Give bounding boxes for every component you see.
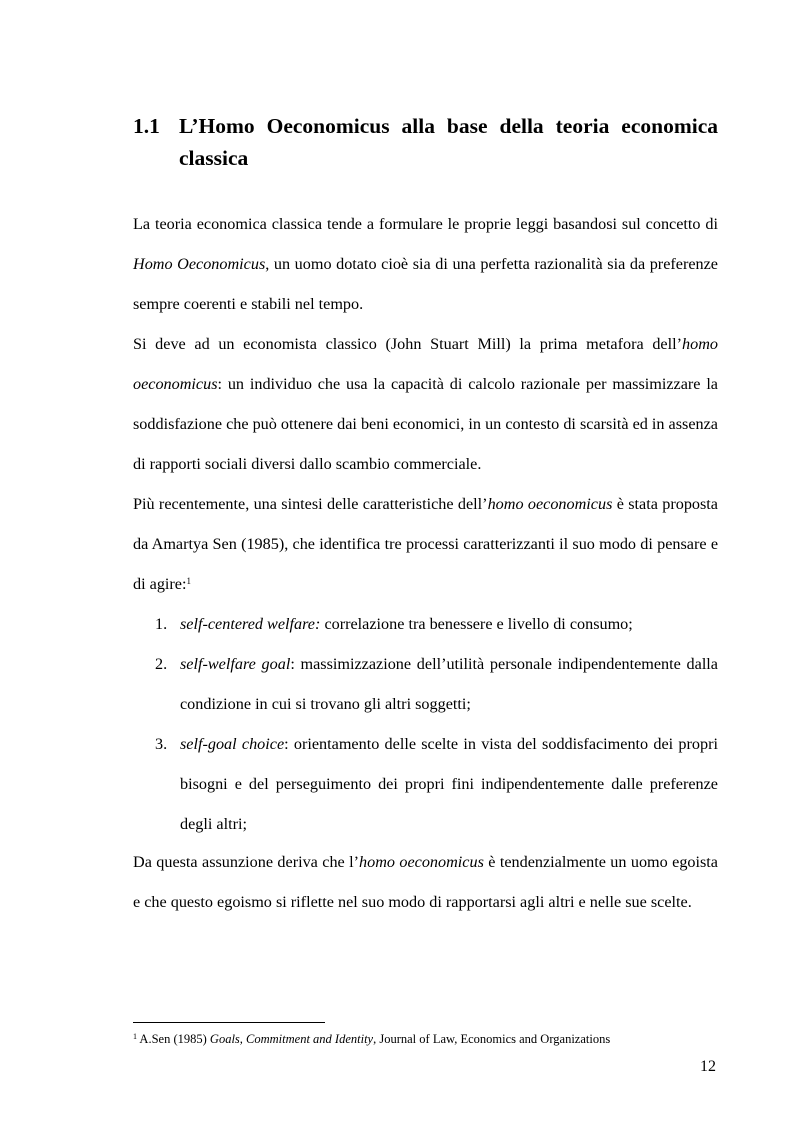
footnote (133, 1031, 610, 1047)
text-run: , un uomo dotato cioè sia di una perfetta razionalità sia da preferenze sempre coerenti e stabili nel tempo. (133, 255, 718, 313)
characteristics-list (133, 604, 718, 844)
text-run: Da questa assunzione deriva che l’ (133, 853, 359, 871)
italic-term: Homo Oeconomicus (133, 255, 266, 273)
text-run: è stata proposta da Amartya Sen (1985), che identifica tre processi caratterizzanti il suo modo di pensare e di agire: (133, 495, 718, 593)
list-text: : massimizzazione dell’utilità personale indipendentemente dalla condizione in cui si trovano gli altri soggetti; (180, 655, 718, 713)
list-marker: 2. (155, 655, 168, 673)
footnote-reference: 1 (186, 576, 191, 586)
paragraph-sen (133, 484, 718, 604)
text-run: La teoria economica classica tende a formulare le proprie leggi basandosi sul concetto di (133, 215, 718, 233)
text-run: Si deve ad un economista classico (John Stuart Mill) la prima metafora dell’ (133, 335, 683, 353)
italic-term: homo oeconomicus (487, 495, 613, 513)
list-item (133, 644, 718, 724)
list-marker: 1. (155, 615, 168, 633)
footnote-mark: 1 (133, 1032, 137, 1041)
section-title: L’Homo Oeconomicus alla base della teoria economica classica (179, 114, 718, 170)
text-run: Più recentemente, una sintesi delle caratteristiche dell’ (133, 495, 488, 513)
section-number: 1.1 (133, 114, 160, 138)
footnote-separator (133, 1022, 325, 1023)
footnote-source: , Journal of Law, Economics and Organizations (373, 1032, 611, 1046)
paragraph-intro (133, 204, 718, 324)
italic-term: homo oeconomicus (359, 853, 484, 871)
list-item (133, 604, 718, 644)
footnote-title: Goals, Commitment and Identity (209, 1032, 374, 1046)
list-term: self-goal choice (180, 735, 285, 753)
list-term: self-welfare goal (180, 655, 291, 673)
italic-term: homo oeconomicus (133, 335, 718, 393)
list-text: : orientamento delle scelte in vista del soddisfacimento dei propri bisogni e del perseguimento dei propri fini indipendentemente dalle preferenze degli altri; (180, 735, 718, 833)
text-run: è tendenzialmente un uomo egoista e che questo egoismo si riflette nel suo modo di rapportarsi agli altri e nelle sue scelte. (133, 853, 718, 911)
list-text: correlazione tra benessere e livello di consumo; (320, 615, 633, 633)
paragraph-mill (133, 324, 718, 484)
footnote-author: A.Sen (1985) (137, 1032, 210, 1046)
text-run: : un individuo che usa la capacità di calcolo razionale per massimizzare la soddisfazione che può ottenere dai beni economici, in un contesto di scarsità ed in assenza di rapporti sociali diversi dallo scambio commerciale. (133, 375, 718, 473)
list-term: self-centered welfare: (180, 615, 321, 633)
section-heading (133, 110, 718, 174)
paragraph-conclusion (133, 842, 718, 922)
page-number: 12 (700, 1058, 716, 1075)
list-item (133, 724, 718, 844)
list-marker: 3. (155, 735, 168, 753)
